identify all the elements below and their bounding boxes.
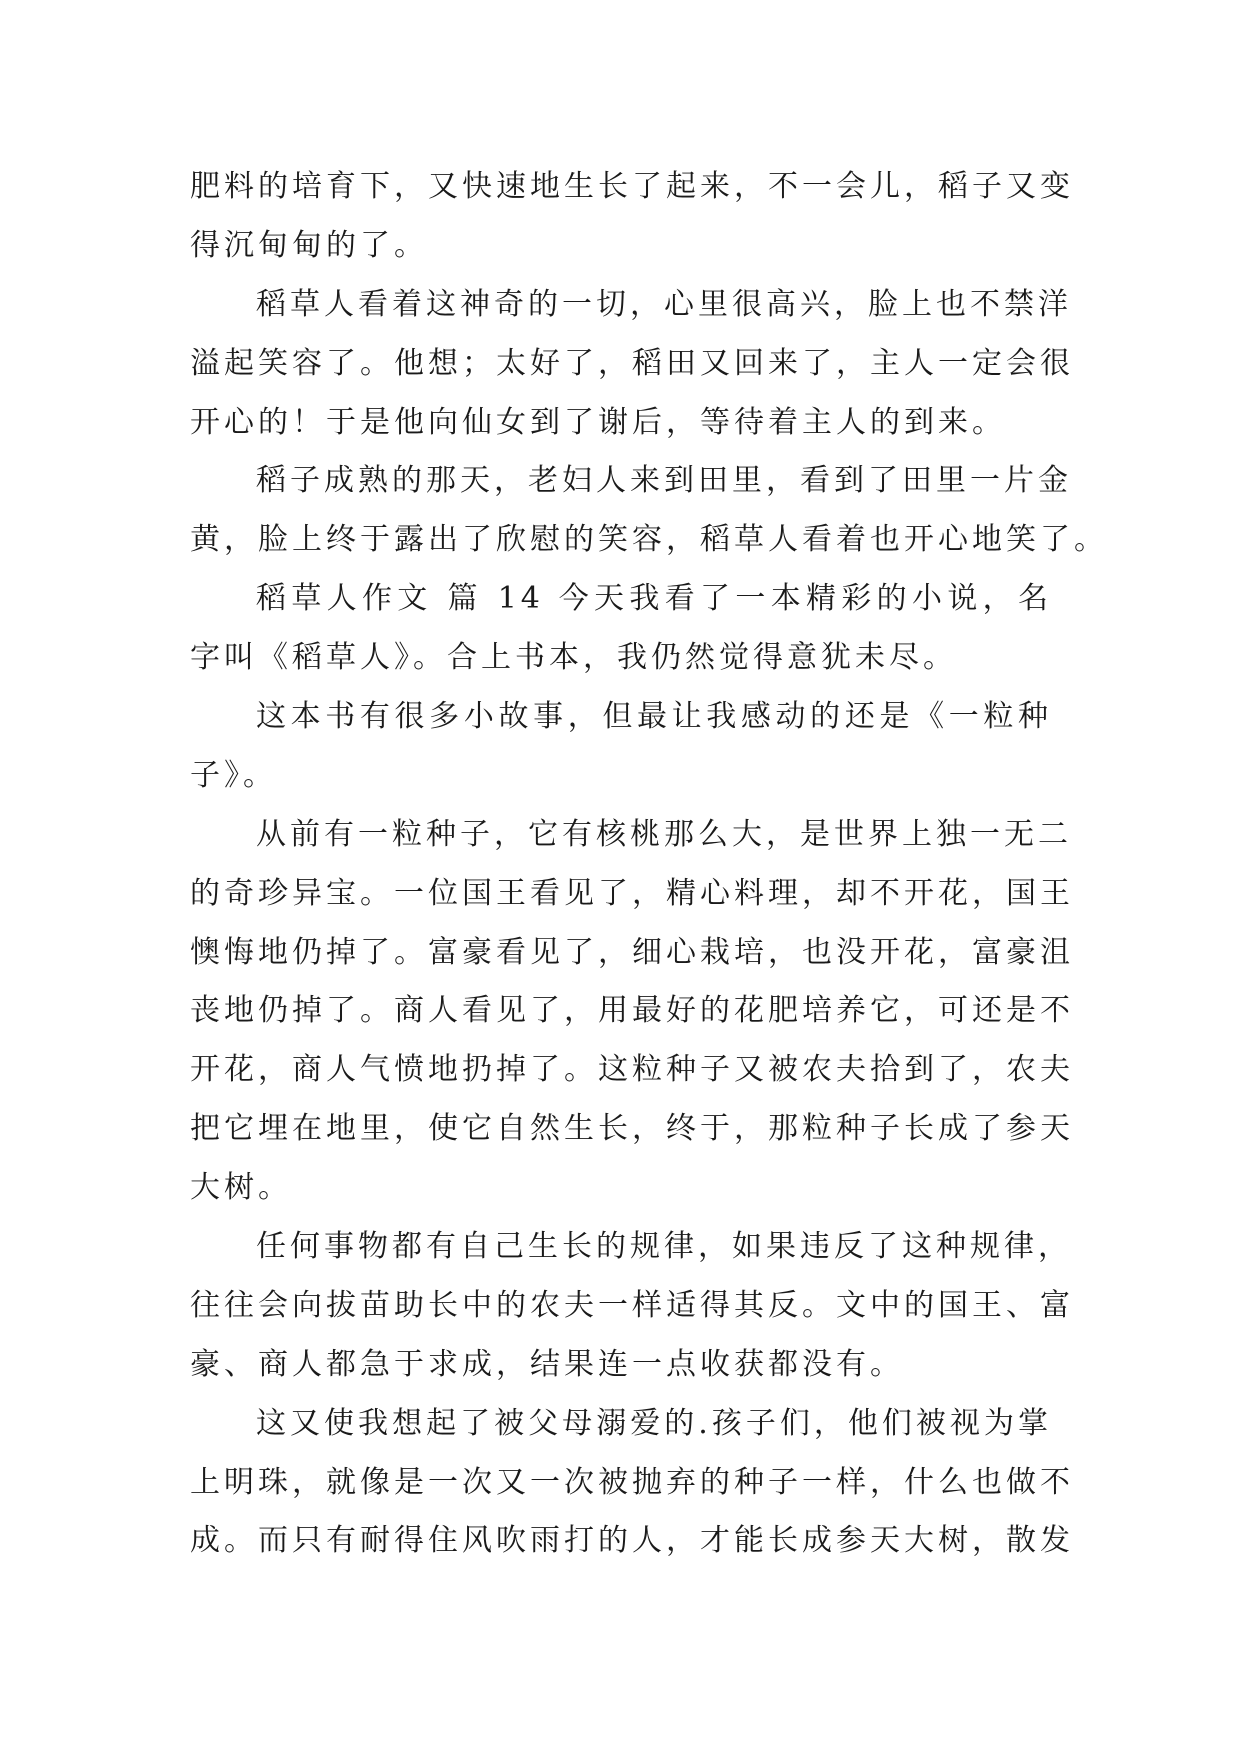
text-line: 肥料的培育下，又快速地生长了起来，不一会儿，稻子又变 <box>190 169 1074 204</box>
text-line: 这本书有很多小故事，但最让我感动的还是《一粒种 <box>256 699 1052 735</box>
text-line: 的奇珍异宝。一位国王看见了，精心料理，却不开花，国王 <box>190 875 1074 911</box>
text-line: 稻草人作文 篇 14 今天我看了一本精彩的小说，名 <box>256 581 1052 617</box>
text-line: 子》。 <box>190 757 277 793</box>
text-line: 稻子成熟的那天，老妇人来到田里，看到了田里一片金 <box>256 463 1072 499</box>
text-line: 从前有一粒种子，它有核桃那么大，是世界上独一无二 <box>256 816 1072 852</box>
text-line: 这又使我想起了被父母溺爱的.孩子们，他们被视为掌 <box>256 1405 1052 1441</box>
text-line: 丧地仍掉了。商人看见了，用最好的花肥培养它，可还是不 <box>190 993 1074 1029</box>
text-line: 溢起笑容了。他想；太好了，稻田又回来了，主人一定会很 <box>190 345 1074 381</box>
text-line: 懊悔地仍掉了。富豪看见了，细心栽培，也没开花，富豪沮 <box>190 934 1074 970</box>
text-line: 字叫《稻草人》。合上书本，我仍然觉得意犹未尽。 <box>190 640 957 676</box>
text-line: 豪、商人都急于求成，结果连一点收获都没有。 <box>190 1346 904 1382</box>
text-line: 上明珠，就像是一次又一次被抛弃的种子一样，什么也做不 <box>190 1464 1074 1500</box>
text-line: 任何事物都有自己生长的规律，如果违反了这种规律， <box>256 1229 1072 1265</box>
text-line: 往往会向拔苗助长中的农夫一样适得其反。文中的国王、富 <box>190 1287 1074 1323</box>
text-line: 大树。 <box>190 1170 292 1206</box>
document-page <box>190 158 1108 1571</box>
text-line: 把它埋在地里，使它自然生长，终于，那粒种子长成了参天 <box>190 1111 1074 1147</box>
text-line: 开花，商人气愤地扔掉了。这粒种子又被农夫拾到了，农夫 <box>190 1052 1074 1088</box>
text-line: 黄，脸上终于露出了欣慰的笑容，稻草人看着也开心地笑了。 <box>190 522 1108 558</box>
text-line: 开心的！于是他向仙女到了谢后，等待着主人的到来。 <box>190 404 1006 440</box>
text-line: 得沉甸甸的了。 <box>190 227 428 263</box>
text-line: 成。而只有耐得住风吹雨打的人，才能长成参天大树，散发 <box>190 1523 1074 1559</box>
text-line: 稻草人看着这神奇的一切，心里很高兴，脸上也不禁洋 <box>256 286 1072 322</box>
